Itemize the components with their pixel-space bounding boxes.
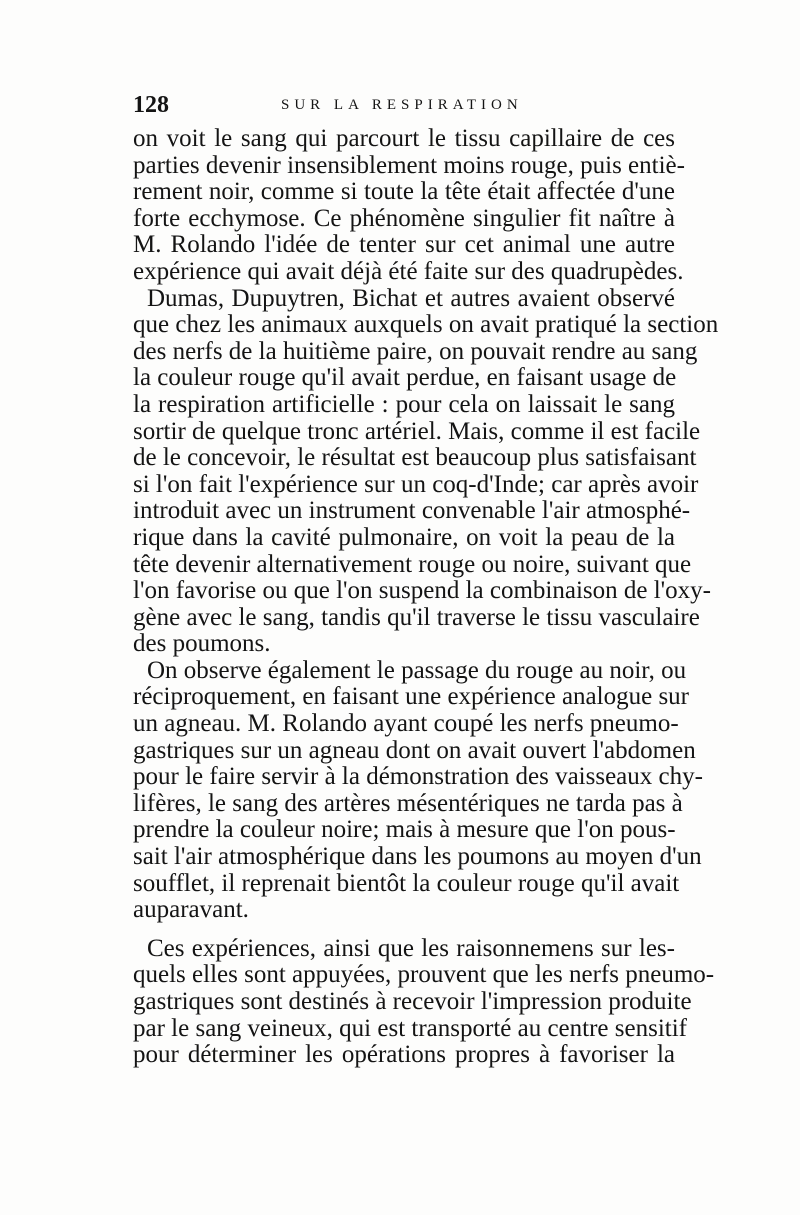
text-line: tête devenir alternativement rouge ou noire, suivant que <box>133 550 692 578</box>
text-line: Ces expériences, ainsi que les raisonnemens sur les- <box>147 934 675 962</box>
text-line: sait l'air atmosphérique dans les poumons au moyen d'un <box>133 843 702 871</box>
text-line: rique dans la cavité pulmonaire, on voit la peau de la <box>133 523 675 551</box>
text-line: pour le faire servir à la démonstration des vaisseaux chy- <box>133 763 703 791</box>
text-line: un agneau. M. Rolando ayant coupé les nerfs pneumo- <box>133 710 679 738</box>
text-line: On observe également le passage du rouge au noir, ou <box>147 656 687 684</box>
text-line: soufflet, il reprenait bientôt la couleur rouge qu'il avait <box>133 869 680 897</box>
text-line: la respiration artificielle : pour cela on laissait le sang <box>133 390 675 418</box>
text-line: expérience qui avait déjà été faite sur des quadrupèdes. <box>133 257 684 285</box>
text-line: la couleur rouge qu'il avait perdue, en faisant usage de <box>133 364 677 392</box>
page-number: 128 <box>133 92 169 118</box>
text-line: si l'on fait l'expérience sur un coq-d'Inde; car après avoir <box>133 470 699 498</box>
text-line: l'on favorise ou que l'on suspend la combinaison de l'oxy- <box>133 577 711 605</box>
text-line: parties devenir insensiblement moins rouge, puis entiè- <box>133 151 685 179</box>
text-line: quels elles sont appuyées, prouvent que les nerfs pneumo- <box>133 961 715 989</box>
paragraph <box>133 656 703 924</box>
text-line: réciproquement, en faisant une expérience analogue sur <box>133 683 689 711</box>
paragraph <box>133 125 685 286</box>
text-line: introduit avec un instrument convenable l'air atmosphé- <box>133 497 691 525</box>
body-text <box>133 125 719 1069</box>
text-line: des nerfs de la huitième paire, on pouvait rendre au sang <box>133 337 698 365</box>
text-line: sortir de quelque tronc artériel. Mais, comme il est facile <box>133 417 701 445</box>
text-line: gène avec le sang, tandis qu'il traverse le tissu vasculaire <box>133 603 700 631</box>
paragraph <box>133 934 715 1069</box>
text-line: auparavant. <box>133 896 249 924</box>
running-title: SUR LA RESPIRATION <box>281 97 523 113</box>
text-line: de le concevoir, le résultat est beaucoup plus satisfaisant <box>133 444 697 472</box>
text-line: forte ecchymose. Ce phénomène singulier fit naître à <box>133 204 675 232</box>
paragraph <box>133 284 719 658</box>
text-line: M. Rolando l'idée de tenter sur cet animal une autre <box>133 231 675 259</box>
text-line: Dumas, Dupuytren, Bichat et autres avaient observé <box>147 284 675 312</box>
text-line: on voit le sang qui parcourt le tissu capillaire de ces <box>133 125 675 152</box>
text-line: des poumons. <box>133 630 271 658</box>
text-line: gastriques sur un agneau dont on avait ouvert l'abdomen <box>133 736 696 764</box>
text-line: prendre la couleur noire; mais à mesure que l'on pous- <box>133 816 676 844</box>
text-line: rement noir, comme si toute la tête était affectée d'une <box>133 178 675 206</box>
text-line: pour déterminer les opérations propres à favoriser la <box>133 1041 675 1069</box>
text-line: par le sang veineux, qui est transporté au centre sensitif <box>133 1014 687 1042</box>
text-line: gastriques sont destinés à recevoir l'impression produite <box>133 988 692 1015</box>
text-line: que chez les animaux auxquels on avait pratiqué la section <box>133 311 719 339</box>
running-head <box>133 92 681 118</box>
text-line: lifères, le sang des artères mésentériques ne tarda pas à <box>133 789 683 817</box>
paragraph-spacer <box>133 924 675 936</box>
